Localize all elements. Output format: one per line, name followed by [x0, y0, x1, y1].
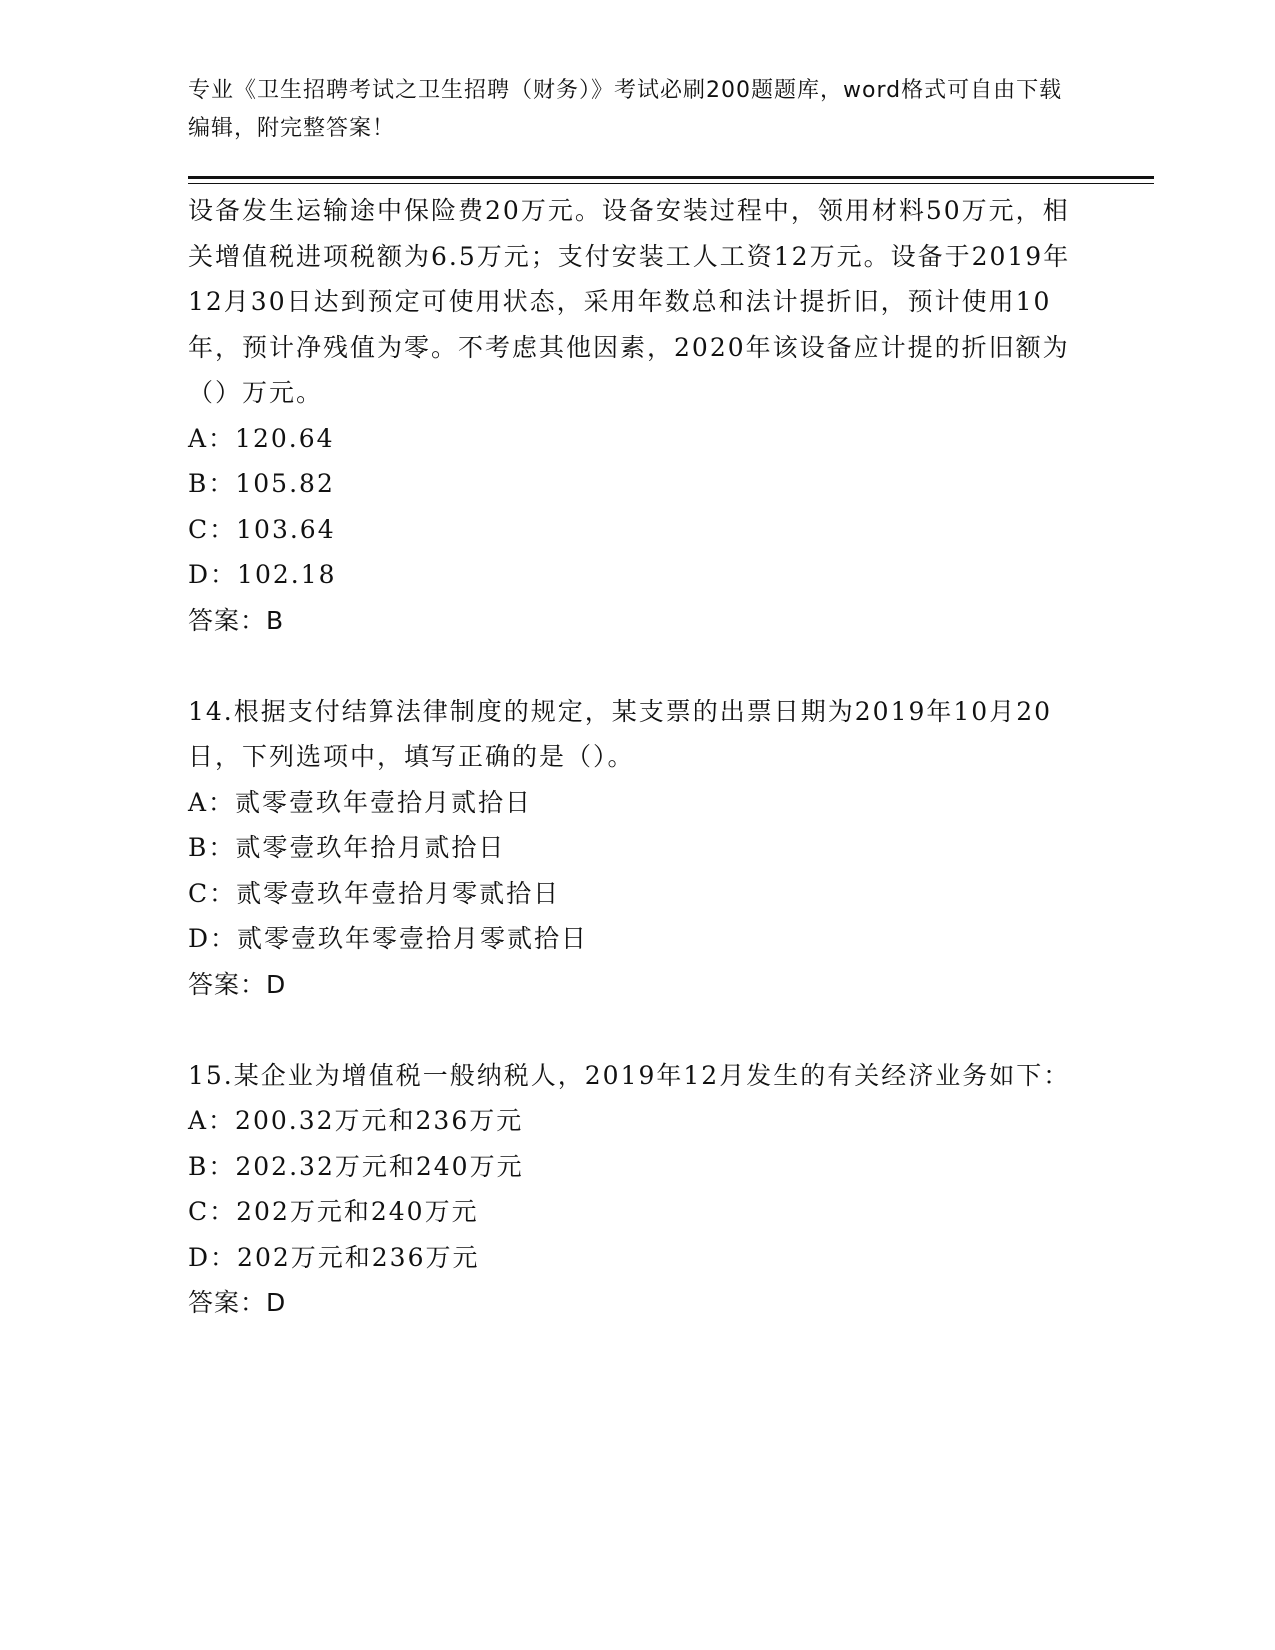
option-d: D：贰零壹玖年零壹拾月零贰拾日: [188, 924, 589, 953]
option-b: B：202.32万元和240万元: [188, 1151, 524, 1181]
document-header: [188, 72, 1068, 148]
answer-line: 答案：B: [188, 605, 285, 635]
header-title: 专业《卫生招聘考试之卫生招聘（财务）》考试必刷200题题库，word格式可自由下载编辑，附完整答案！: [188, 78, 1063, 141]
spacer: [188, 1007, 1088, 1053]
option-b: B：贰零壹玖年拾月贰拾日: [188, 833, 506, 862]
question-15: [188, 1053, 1088, 1326]
option-d: D：102.18: [188, 560, 337, 589]
question-13-continued: [188, 188, 1088, 643]
question-14: [188, 689, 1088, 1008]
option-a: A：120.64: [188, 423, 335, 453]
answer-line: 答案：D: [188, 969, 287, 999]
option-a: A：贰零壹玖年壹拾月贰拾日: [188, 787, 533, 817]
option-c: C：103.64: [188, 514, 336, 544]
option-b: B：105.82: [188, 469, 335, 498]
option-c: C：贰零壹玖年壹拾月零贰拾日: [188, 878, 561, 908]
question-text: 15.某企业为增值税一般纳税人，2019年12月发生的有关经济业务如下：: [188, 1060, 1071, 1090]
option-d: D：202万元和236万元: [188, 1242, 480, 1272]
question-list: [188, 188, 1088, 1326]
option-c: C：202万元和240万元: [188, 1197, 479, 1226]
spacer: [188, 643, 1088, 689]
answer-line: 答案：D: [188, 1288, 287, 1317]
question-text: 设备发生运输途中保险费20万元。设备安装过程中，领用材料50万元，相关增值税进项税额为6.5万元；支付安装工人工资12万元。设备于2019年12月30日达到预定可使用状态，采用年数总和法计提折旧，预计使用10年，预计净残值为零。不考虑其他因素，2020年该设备应计提的折旧额为（）万元。: [188, 196, 1071, 407]
header-divider-thin: [188, 183, 1154, 184]
option-a: A：200.32万元和236万元: [188, 1106, 524, 1135]
question-text: 14.根据支付结算法律制度的规定，某支票的出票日期为2019年10月20日，下列选项中，填写正确的是（）。: [188, 696, 1053, 771]
header-divider-thick: [188, 176, 1154, 179]
